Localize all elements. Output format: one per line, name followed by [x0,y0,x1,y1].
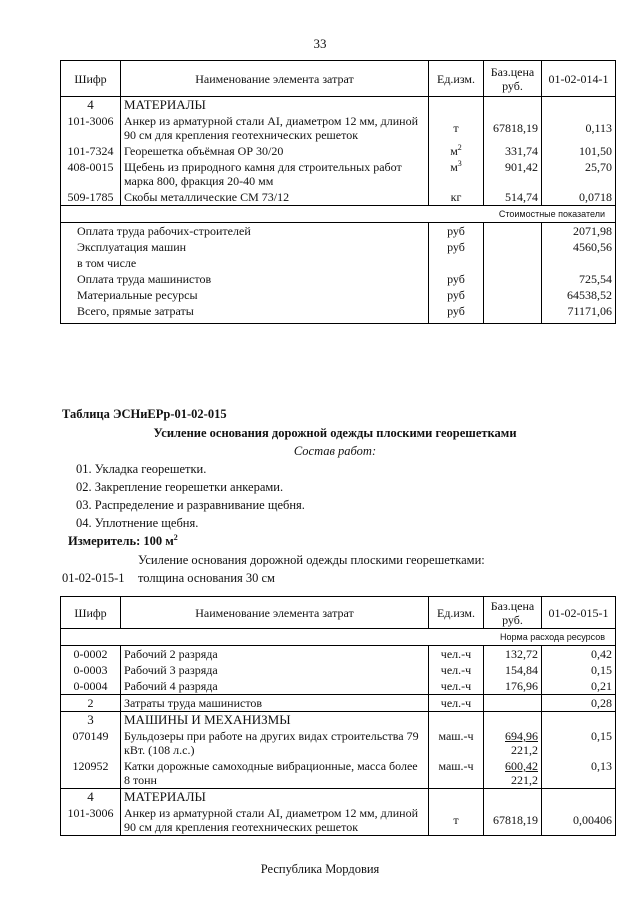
cell-price: 132,72 [484,646,542,663]
cell-value: 0,113 [542,113,616,143]
summary-row [61,223,616,240]
cell-value: 101,50 [542,143,616,159]
cell-unit: чел.-ч [429,646,484,663]
cell-name: Скобы металлические СМ 73/12 [121,189,429,206]
cell-price: 154,84 [484,662,542,678]
cell-unit: чел.-ч [429,695,484,712]
header-unit: Ед.изм. [429,597,484,629]
header-name: Наименование элемента затрат [121,597,429,629]
cell-name: Рабочий 2 разряда [121,646,429,663]
header-price: Баз.цена руб. [484,61,542,97]
cell-code: 101-3006 [61,805,121,836]
cell-unit: т [429,805,484,836]
cell-price: 67818,19 [484,113,542,143]
table-row [61,678,616,695]
cell-code: 070149 [61,728,121,758]
summary-name: в том числе [61,255,429,271]
table-row [61,662,616,678]
cell-price [484,728,542,758]
cell-price [484,758,542,789]
unit-superscript: 3 [457,159,462,168]
table-row [61,695,616,712]
summary-name: Оплата труда машинистов [61,271,429,287]
summary-value: 2071,98 [542,223,616,240]
page-number: 33 [313,36,327,51]
table-row [61,728,616,758]
cell-value: 0,42 [542,646,616,663]
cell-value: 0,21 [542,678,616,695]
table-row [61,758,616,789]
cell-name: Затраты труда машинистов [121,695,429,712]
cell-name: Рабочий 4 разряда [121,678,429,695]
section-title: МАШИНЫ И МЕХАНИЗМЫ [121,712,429,729]
table-row [61,143,616,159]
header-norm-code: 01-02-014-1 [542,61,616,97]
cell-price: 67818,19 [484,805,542,836]
cell-unit: маш.-ч [429,728,484,758]
description-line: Усиление основания дорожной одежды плоскими георешетками: [138,553,485,567]
cell-code: 0-0002 [61,646,121,663]
summary-row [61,287,616,303]
summary-value: 64538,52 [542,287,616,303]
cell-code: 0-0003 [61,662,121,678]
table-row [61,159,616,189]
work-item: 02. Закрепление георешетки анкерами. [76,480,284,494]
summary-row [61,239,616,255]
unit-text: м [450,160,458,174]
work-item: 04. Уплотнение щебня. [76,516,199,530]
cell-price: 176,96 [484,678,542,695]
summary-unit: руб [429,223,484,240]
cell-unit [429,143,484,159]
cell-code: 408-0015 [61,159,121,189]
cell-price: 331,74 [484,143,542,159]
summary-row [61,303,616,324]
header-unit: Ед.изм. [429,61,484,97]
header-price: Баз.цена руб. [484,597,542,629]
cell-code: 0-0004 [61,678,121,695]
cell-value: 0,15 [542,728,616,758]
section-number: 4 [61,97,121,114]
cell-unit: чел.-ч [429,678,484,695]
header-code: Шифр [61,597,121,629]
cell-name: Катки дорожные самоходные вибрационные, масса более 8 тонн [121,758,429,789]
summary-unit: руб [429,271,484,287]
norm-caption: Норма расхода ресурсов [61,629,616,646]
work-item: 01. Укладка георешетки. [76,462,207,476]
table-title: Таблица ЭСНиЕРр-01-02-015 [62,407,227,421]
summary-value: 71171,06 [542,303,616,324]
cell-code: 509-1785 [61,189,121,206]
footer-region: Республика Мордовия [260,862,380,876]
price-value: 694,96 [505,729,538,743]
measure-label: Измеритель: 100 м [68,534,174,548]
cell-value: 0,00406 [542,805,616,836]
cost-caption: Стоимостные показатели [61,206,616,223]
cell-price: 514,74 [484,189,542,206]
measure-unit [68,534,178,549]
summary-row [61,271,616,287]
summary-name: Эксплуатация машин [61,239,429,255]
table-row [61,805,616,836]
table-row [61,646,616,663]
resource-table-2 [60,596,616,836]
table-row [61,189,616,206]
cell-value: 0,15 [542,662,616,678]
summary-name: Материальные ресурсы [61,287,429,303]
cell-name: Анкер из арматурной стали AI, диаметром 12 мм, длиной 90 см для крепления геотехнических решеток [121,805,429,836]
price-machinist: 221,2 [511,743,538,757]
section-title: МАТЕРИАЛЫ [121,97,429,114]
header-code: Шифр [61,61,121,97]
cell-code: 2 [61,695,121,712]
description-code: 01-02-015-1 [62,571,125,585]
cell-value: 0,28 [542,695,616,712]
cell-name: Георешетка объёмная ОР 30/20 [121,143,429,159]
unit-superscript: 2 [457,143,462,152]
summary-value: 4560,56 [542,239,616,255]
cell-unit: т [429,113,484,143]
cell-name: Анкер из арматурной стали AI, диаметром 12 мм, длиной 90 см для крепления геотехнических решеток [121,113,429,143]
cell-value: 0,13 [542,758,616,789]
measure-superscript: 2 [173,532,178,542]
cell-price: 901,42 [484,159,542,189]
summary-name: Всего, прямые затраты [61,303,429,324]
table-row [61,113,616,143]
summary-unit: руб [429,239,484,255]
cell-code: 101-3006 [61,113,121,143]
price-machinist: 221,2 [511,773,538,787]
summary-row [61,255,616,271]
cell-value: 0,0718 [542,189,616,206]
cell-code: 120952 [61,758,121,789]
summary-value: 725,54 [542,271,616,287]
cell-name: Рабочий 3 разряда [121,662,429,678]
description-line: толщина основания 30 см [138,571,275,585]
section-number: 3 [61,712,121,729]
resource-table-1 [60,60,616,324]
section-number: 4 [61,789,121,806]
summary-unit: руб [429,287,484,303]
cell-unit: маш.-ч [429,758,484,789]
header-name: Наименование элемента затрат [121,61,429,97]
price-value: 600,42 [505,759,538,773]
unit-text: м [450,144,458,158]
cell-name: Щебень из природного камня для строительных работ марка 800, фракция 20-40 мм [121,159,429,189]
cell-name: Бульдозеры при работе на других видах строительства 79 кВт. (108 л.с.) [121,728,429,758]
header-norm-code: 01-02-015-1 [542,597,616,629]
work-item: 03. Распределение и разравнивание щебня. [76,498,305,512]
cell-unit [429,159,484,189]
summary-unit: руб [429,303,484,324]
cell-code: 101-7324 [61,143,121,159]
summary-name: Оплата труда рабочих-строителей [61,223,429,240]
cell-unit: кг [429,189,484,206]
section-title: МАТЕРИАЛЫ [121,789,429,806]
works-heading: Состав работ: [293,444,377,458]
cell-unit: чел.-ч [429,662,484,678]
section-heading: Усиление основания дорожной одежды плоскими георешетками [153,426,517,440]
cell-value: 25,70 [542,159,616,189]
